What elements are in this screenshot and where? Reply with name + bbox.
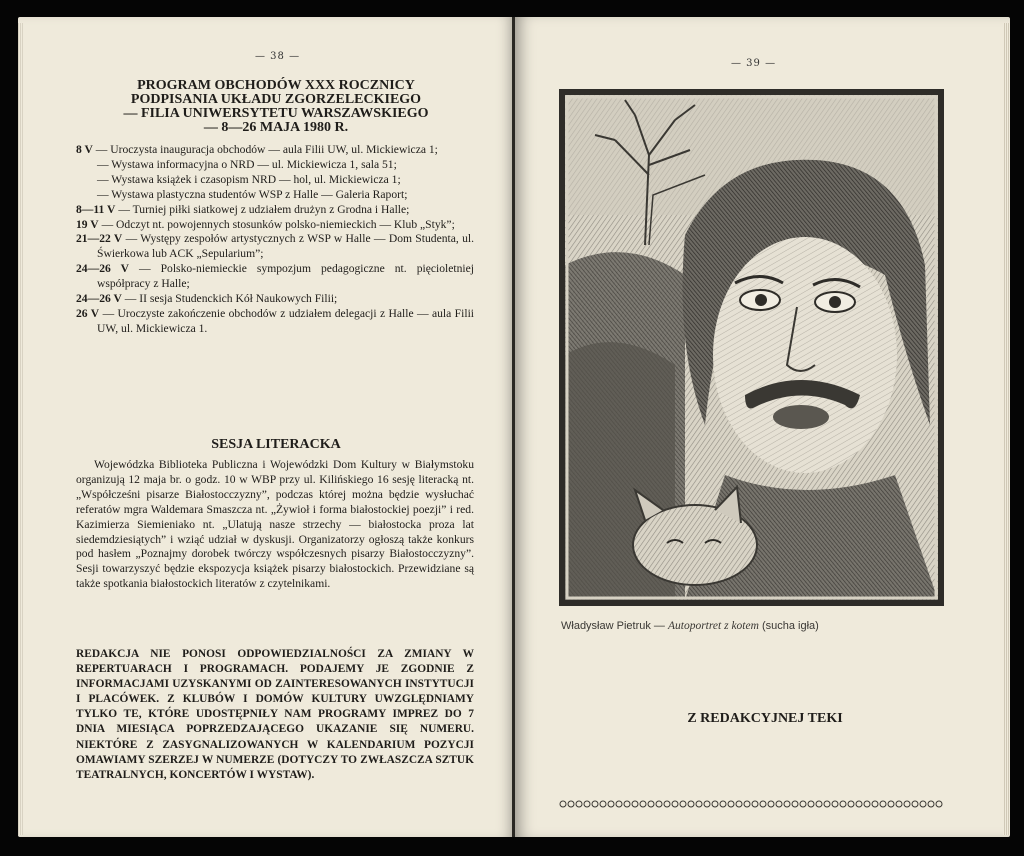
ornament-mark	[560, 801, 566, 807]
program-text: — Uroczysta inauguracja obchodów — aula Filii UW, ul. Mickiewicza 1;	[95, 143, 438, 156]
ornament-mark	[712, 801, 718, 807]
ornament-mark	[584, 801, 590, 807]
program-item	[76, 218, 474, 233]
book-spread	[18, 17, 1010, 837]
program-date: 24—26 V	[76, 262, 129, 276]
ornament-mark	[800, 801, 806, 807]
ornament-mark	[736, 801, 742, 807]
title-line: — FILIA UNIWERSYTETU WARSZAWSKIEGO	[123, 106, 429, 121]
self-portrait-etching	[559, 89, 944, 606]
illustration-caption	[561, 620, 819, 632]
title-line: PROGRAM OBCHODÓW XXX ROCZNICY	[137, 78, 415, 93]
ornament-mark	[608, 801, 614, 807]
ornament-mark	[816, 801, 822, 807]
ornament-mark	[672, 801, 678, 807]
program-item	[76, 158, 474, 173]
ornament-mark	[784, 801, 790, 807]
ornament-mark	[768, 801, 774, 807]
ornament-mark	[696, 801, 702, 807]
program-text: — Polsko-niemieckie sympozjum pedagogiczne nt. pięcioletniej współpracy z Halle;	[97, 262, 474, 291]
page-number-left: — 38 —	[255, 51, 301, 62]
program-text: — Wystawa książek i czasopism NRD — hol, ul. Mickiewicza 1;	[97, 172, 401, 186]
caption-author: Władysław Pietruk —	[561, 620, 665, 632]
title-line: — 8—26 MAJA 1980 R.	[203, 120, 349, 135]
program-text: — Uroczyste zakończenie obchodów z udziałem delegacji z Halle — aula Filii UW, ul. Mickiewicza 1.	[97, 306, 475, 335]
ornament-mark	[704, 801, 710, 807]
program-item	[76, 232, 474, 262]
program-title	[76, 79, 476, 135]
ornament-mark	[928, 801, 934, 807]
ornament-mark	[912, 801, 918, 807]
ornament-mark	[664, 801, 670, 807]
ornament-mark	[792, 801, 798, 807]
ornament-mark	[904, 801, 910, 807]
editorial-notice: REDAKCJA NIE PONOSI ODPOWIEDZIALNOŚCI ZA ZMIANY W REPERTUARACH I PROGRAMACH. PODAJEMY JE ZGODNIE Z INFORMACJAMI UZYSKANYMI OD ZAINTERESOWANYCH INSTYTUCJI I PLACÓWEK. Z KLUBÓW I DOMÓW KULTURY UWZGLĘDNIAMY TYLKO TE, KTÓRE UDOSTĘPNIŁY NAM PROGRAMY IMPREZ DO 7 DNIA MIESIĄCA POPRZEDZAJĄCEGO UKAZANIE SIĘ NUMERU. NIEKTÓRE Z ZASYGNALIZOWANYCH W KALENDARIUM POZYCJI OMAWIAMY SZERZEJ W NUMERZE (DOTYCZY TO ZWŁASZCZA SZTUK TEATRALNYCH, KONCERTÓW I WYSTAW).	[76, 648, 474, 781]
section-body: Wojewódzka Biblioteka Publiczna i Wojewódzki Dom Kultury w Białymstoku organizują 12 maja br. o godz. 10 w WBP przy ul. Kilińskiego 16 sesję literacką nt. „Współcześni pisarze Białostocczyzny”, podczas której można będzie wysłuchać referatów mgra Waldemara Smaszcza nt. „Żywioł i forma białostockiej poezji” i red. Kazimierza Siemieniako nt. „Ulatują nasze strzechy — białostocka proza lat siedemdziesiątych” i wziąć udział w dyskusji. Organizatorzy ogłoszą także konkurs pod hasłem „Poznajmy dorobek twórczy współczesnych pisarzy Białostocczyzny”. Sesji towarzyszyć będzie ekspozycja książek pisarzy białostockich. Przewidziane są także spotkania białostockich literatów z czytelnikami.	[76, 458, 474, 591]
ornament-mark	[880, 801, 886, 807]
program-date: 8 V	[76, 143, 93, 156]
section-title-teki: Z REDAKCYJNEJ TEKI	[687, 711, 843, 726]
ornament-mark	[752, 801, 758, 807]
ornament-mark	[616, 801, 622, 807]
ornament-mark	[688, 801, 694, 807]
program-date: 19 V	[76, 217, 99, 231]
program-text: — Występy zespołów artystycznych z WSP w Halle — Dom Studenta, ul. Świerkowa lub ACK „Sepularium”;	[97, 232, 475, 261]
ornament-mark	[568, 801, 574, 807]
program-list	[76, 143, 474, 337]
portrait-illustration	[565, 95, 938, 600]
program-date: 24—26 V	[76, 292, 122, 306]
ornament-mark	[896, 801, 902, 807]
program-item	[76, 188, 474, 203]
right-page	[515, 17, 1010, 837]
left-page-edge	[18, 23, 23, 835]
ornament-mark	[776, 801, 782, 807]
ornament-mark	[640, 801, 646, 807]
ornament-mark	[592, 801, 598, 807]
ornament-mark	[600, 801, 606, 807]
right-page-edge	[1003, 23, 1010, 835]
ornament-mark	[720, 801, 726, 807]
program-text: — Turniej piłki siatkowej z udziałem drużyn z Grodna i Halle;	[118, 202, 410, 216]
ornament-mark	[856, 801, 862, 807]
ornament-mark	[936, 801, 942, 807]
ornament-mark	[632, 801, 638, 807]
caption-title: Autoportret z kotem	[667, 620, 759, 632]
section-title-sesja: SESJA LITERACKA	[211, 437, 341, 452]
program-item	[76, 203, 474, 218]
ornament-mark	[872, 801, 878, 807]
program-date: 21—22 V	[76, 232, 123, 246]
program-text: — Wystawa plastyczna studentów WSP z Halle — Galeria Raport;	[97, 187, 408, 201]
ornament-mark	[848, 801, 854, 807]
ornament-mark	[648, 801, 654, 807]
ornament-mark	[624, 801, 630, 807]
program-item	[76, 262, 474, 292]
ornament-mark	[728, 801, 734, 807]
ornament-mark	[840, 801, 846, 807]
ornament-mark	[680, 801, 686, 807]
program-text: — Odczyt nt. powojennych stosunków polsko-niemieckich — Klub „Styk”;	[101, 217, 455, 231]
program-date: 8—11 V	[76, 202, 116, 216]
title-line: PODPISANIA UKŁADU ZGORZELECKIEGO	[130, 92, 422, 107]
ornament-mark	[920, 801, 926, 807]
ornament-mark	[824, 801, 830, 807]
program-item	[76, 173, 474, 188]
program-item	[76, 292, 474, 307]
program-item	[76, 307, 474, 337]
ornament-mark	[760, 801, 766, 807]
ornament-mark	[656, 801, 662, 807]
left-page	[18, 17, 513, 837]
ornament-mark	[576, 801, 582, 807]
caption-medium: (sucha igła)	[761, 620, 819, 632]
page-number-right: — 39 —	[731, 58, 777, 69]
program-item	[76, 143, 474, 158]
program-date: 26 V	[76, 306, 100, 320]
ornament-mark	[808, 801, 814, 807]
ornament-mark	[888, 801, 894, 807]
program-text: — Wystawa informacyjna o NRD — ul. Mickiewicza 1, sala 51;	[97, 157, 397, 171]
ornament-divider	[559, 799, 947, 809]
program-text: — II sesja Studenckich Kół Naukowych Filii;	[124, 292, 338, 306]
ornament-mark	[744, 801, 750, 807]
ornament-mark	[832, 801, 838, 807]
ornament-mark	[864, 801, 870, 807]
